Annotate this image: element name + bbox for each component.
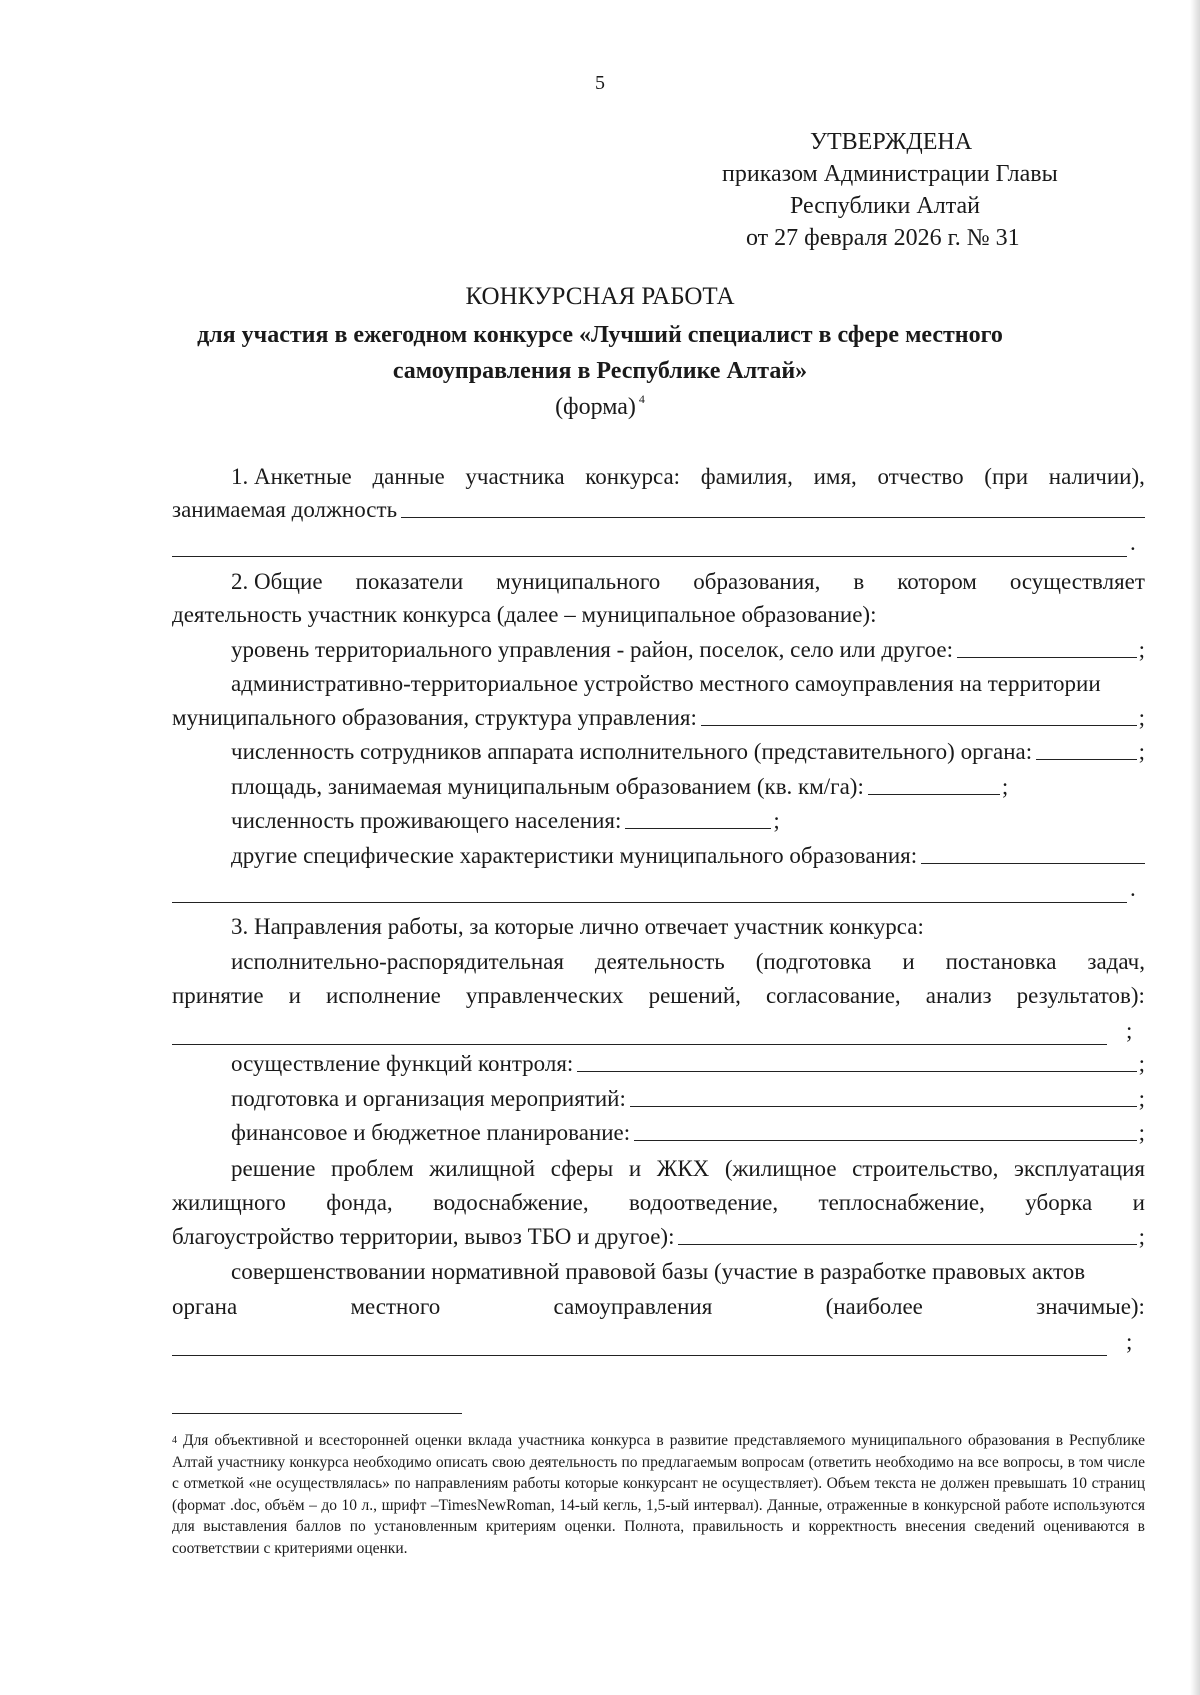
section-3-heading: 3. Направления работы, за которые лично отвечает участник конкурса: (231, 914, 924, 939)
finance-row: финансовое и бюджетное планирование: ; (231, 1120, 1145, 1145)
footnote (172, 1430, 1145, 1559)
legal-blank[interactable] (172, 1354, 1107, 1356)
section-2-line-1: 2. Общие показатели муниципального образования, в котором осуществляет (231, 569, 1145, 594)
other-row: другие специфические характеристики муниципального образования: (231, 841, 1145, 871)
end-period-2: . (1130, 876, 1136, 901)
form-label (0, 394, 1200, 421)
position-blank-2[interactable] (172, 555, 1127, 557)
section-2-line-2: деятельность участник конкурса (далее – муниципальное образование): (172, 602, 877, 627)
area-blank[interactable] (868, 793, 1000, 795)
approval-line-2: приказом Администрации Главы (722, 161, 1058, 187)
control-blank[interactable] (577, 1070, 1136, 1072)
document-title: КОНКУРСНАЯ РАБОТА (465, 283, 735, 310)
footnote-number: 4 (172, 1435, 177, 1446)
housing-blank[interactable] (678, 1243, 1136, 1245)
level-blank[interactable] (957, 656, 1137, 658)
approval-line-1: УТВЕРЖДЕНА (810, 129, 973, 155)
population-row: численность проживающего населения: ; (231, 808, 780, 833)
form-label-text: (форма) (555, 394, 636, 420)
footnote-separator (172, 1413, 462, 1414)
housing-line-1: решение проблем жилищной сферы и ЖКХ (жилищное строительство, эксплуатация (231, 1156, 1145, 1181)
section-1-line-1: 1. Анкетные данные участника конкурса: фамилия, имя, отчество (при наличии), (231, 464, 1145, 489)
other-blank[interactable] (921, 862, 1145, 864)
page-edge-shadow (1190, 0, 1200, 1695)
exec-line-1: исполнительно-распорядительная деятельность (подготовка и постановка задач, (231, 949, 1145, 974)
housing-line-2: жилищного фонда, водоснабжение, водоотведение, теплоснабжение, уборка и (172, 1190, 1145, 1215)
end-period: . (1130, 530, 1136, 555)
admin-line-1: административно-территориальное устройство местного самоуправления на территории (231, 671, 1101, 696)
exec-semicolon: ; (1126, 1018, 1133, 1043)
finance-blank[interactable] (634, 1139, 1136, 1141)
events-row: подготовка и организация мероприятий: ; (231, 1086, 1145, 1111)
staff-blank[interactable] (1036, 758, 1136, 760)
admin-blank[interactable] (701, 724, 1137, 726)
staff-row: численность сотрудников аппарата исполнительного (представительного) органа: ; (231, 739, 1145, 764)
page-number: 5 (595, 72, 605, 94)
area-row: площадь, занимаемая муниципальным образованием (кв. км/га): ; (231, 774, 1009, 799)
control-row: осуществление функций контроля: ; (231, 1051, 1145, 1076)
exec-line-2: принятие и исполнение управленческих решений, согласование, анализ результатов): (172, 983, 1145, 1008)
exec-blank[interactable] (172, 1043, 1107, 1045)
other-blank-2[interactable] (172, 901, 1127, 903)
admin-row: муниципального образования, структура управления: ; (172, 705, 1145, 730)
footnote-text: Для объективной и всесторонней оценки вклада участника конкурса в развитие представляемого муниципального образования в Республике Алтай участнику конкурса необходимо описать свою деятельность по предлагаемым вопросам (ответить необходимо на все вопросы, в том числе с отметкой «не осуществлялась» по направлениям работы которые конкурсант не осуществляет). Объем текста не должен превышать 10 страниц (формат .doc, объём – до 10 л., шрифт –TimesNewRoman, 14-ый кегль, 1,5-ый интервал). Данные, отраженные в конкурсной работе используются для выставления баллов по установленным критериям оценки. Полнота, правильность и корректность внесения сведений оцениваются в соответствии с критериями оценки. (172, 1432, 1145, 1557)
legal-line-2: органа местного самоуправления (наиболее значимые): (172, 1294, 1145, 1319)
approval-line-3: Республики Алтай (790, 193, 980, 219)
document-subtitle-2: самоуправления в Республике Алтай» (392, 358, 808, 384)
population-blank[interactable] (625, 827, 771, 829)
footnote-ref: 4 (638, 392, 645, 406)
position-label: занимаемая должность (172, 497, 398, 522)
legal-semicolon: ; (1126, 1329, 1133, 1354)
approval-line-4: от 27 февраля 2026 г. № 31 (746, 225, 1020, 251)
position-field-row (172, 495, 1145, 525)
legal-line-1: совершенствовании нормативной правовой базы (участие в разработке правовых актов (231, 1259, 1086, 1284)
housing-row: благоустройство территории, вывоз ТБО и другое): ; (172, 1224, 1145, 1249)
events-blank[interactable] (630, 1105, 1137, 1107)
position-blank[interactable] (401, 516, 1145, 518)
document-subtitle-1: для участия в ежегодном конкурсе «Лучший специалист в сфере местного (197, 322, 1003, 348)
level-row: уровень территориального управления - район, поселок, село или другое: ; (231, 637, 1145, 662)
